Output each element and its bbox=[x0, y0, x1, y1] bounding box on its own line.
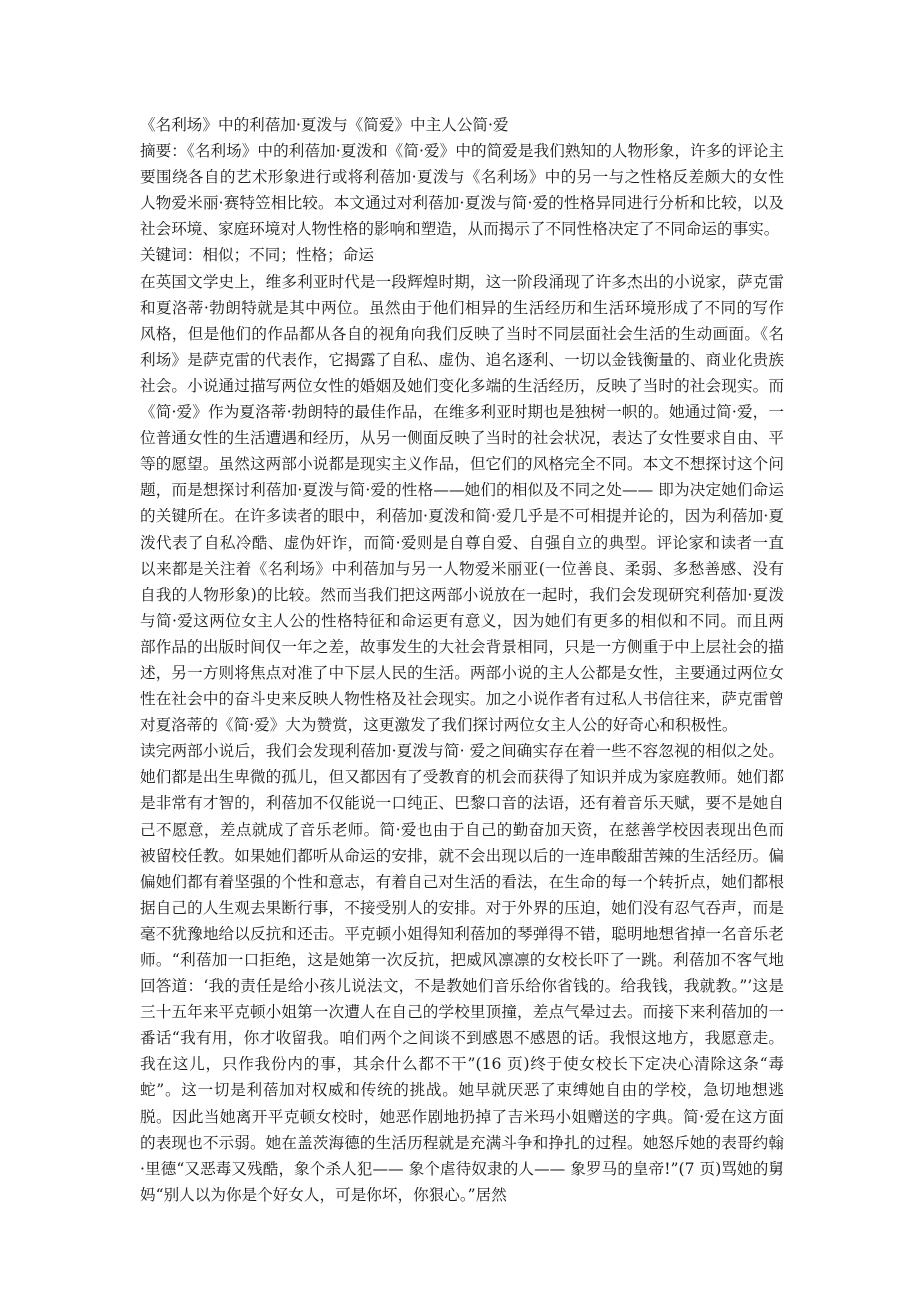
keywords-text: 相似；不同；性格；命运 bbox=[202, 246, 374, 265]
document-title: 《名利场》中的利蓓加·夏泼与《简爱》中主人公简·爱 bbox=[140, 116, 509, 134]
keywords-line bbox=[140, 242, 784, 268]
body-paragraph-1: 在英国文学史上，维多利亚时代是一段辉煌时期，这一阶段涌现了许多杰出的小说家，萨克雷和夏洛蒂·勃朗特就是其中两位。虽然由于他们相异的生活经历和生活环境形成了不同的写作风格，但是他们的作品都从各自的视角向我们反映了当时不同层面社会生活的生动画面。《名利场》是萨克雷的代表作，它揭露了自私、虚伪、追名逐利、一切以金钱衡量的、商业化贵族社会。小说通过描写两位女性的婚姻及她们变化多端的生活经历，反映了当时的社会现实。而《简·爱》作为夏洛蒂·勃朗特的最佳作品，在维多利亚时期也是独树一帜的。她通过简·爱，一位普通女性的生活遭遇和经历，从另一侧面反映了当时的社会状况，表达了女性要求自由、平等的愿望。虽然这两部小说都是现实主义作品，但它们的风格完全不同。本文不想探讨这个问题，而是想探讨利蓓加·夏泼与简·爱的性格——她们的相似及不同之处—— 即为决定她们命运的关键所在。在许多读者的眼中，利蓓加·夏泼和简·爱几乎是不可相提并论的，因为利蓓加·夏泼代表了自私冷酷、虚伪奸诈，而简·爱则是自尊自爱、自强自立的典型。评论家和读者一直以来都是关注着《名利场》中利蓓加与另一人物爱米丽亚(一位善良、柔弱、多愁善感、没有自我的人物形象)的比较。然而当我们把这两部小说放在一起时，我们会发现研究利蓓加·夏泼与简·爱这两位女主人公的性格特征和命运更有意义，因为她们有更多的相似和不同。而且两部作品的出版时间仅一年之差，故事发生的大社会背景相同，只是一方侧重于中上层社会的描述，另一方则将焦点对准了中下层人民的生活。两部小说的主人公都是女性，主要通过两位女性在社会中的奋斗史来反映人物性格及社会现实。加之小说作者有过私人书信往来，萨克雷曾对夏洛蒂的《简·爱》大为赞赏，这更激发了我们探讨两位女主人公的好奇心和积极性。 bbox=[140, 272, 784, 735]
body-paragraph-2: 读完两部小说后，我们会发现利蓓加·夏泼与简· 爱之间确实存在着一些不容忽视的相似之处。她们都是出生卑微的孤儿，但又都因有了受教育的机会而获得了知识并成为家庭教师。她们都是非常有才智的，利蓓加不仅能说一口纯正、巴黎口音的法语，还有着音乐天赋，要不是她自己不愿意，差点就成了音乐老师。简·爱也由于自己的勤奋加天资，在慈善学校因表现出色而被留校任教。如果她们都听从命运的安排，就不会出现以后的一连串酸甜苦辣的生活经历。偏偏她们都有着坚强的个性和意志，有着自己对生活的看法，在生命的每一个转折点，她们都根据自己的人生观去果断行事，不接受别人的安排。对于外界的压迫，她们没有忍气吞声，而是毫不犹豫地给以反抗和还击。平克顿小姐得知利蓓加的琴弹得不错，聪明地想省掉一名音乐老师。“利蓓加一口拒绝，这是她第一次反抗，把威风凛凛的女校长吓了一跳。利蓓加不客气地回答道：‘我的责任是给小孩儿说法文，不是教她们音乐给你省钱的。给我钱，我就教。”’这是三十五年来平克顿小姐第一次遭人在自己的学校里顶撞，差点气晕过去。而接下来利蓓加的一番话“我有用，你才收留我。咱们两个之间谈不到感恩不感恩的话。我恨这地方，我愿意走。我在这儿，只作我份内的事，其余什么都不干”(16 页)终于使女校长下定决心清除这条“毒蛇”。这一切是利蓓加对权威和传统的挑战。她早就厌恶了束缚她自由的学校，急切地想逃脱。因此当她离开平克顿女校时，她恶作剧地扔掉了吉米玛小姐赠送的字典。简·爱在这方面的表现也不示弱。她在盖茨海德的生活历程就是充满斗争和挣扎的过程。她怒斥她的表哥约翰·里德“又恶毒又残酷，象个杀人犯—— 象个虐待奴隶的人—— 象罗马的皇帝!”(7 页)骂她的舅妈“别人以为你是个好女人，可是你坏，你狠心。”居然 bbox=[140, 742, 784, 1204]
keywords-label: 关键词： bbox=[140, 246, 203, 265]
abstract-label: 摘要： bbox=[140, 142, 187, 161]
document-page bbox=[140, 112, 784, 1208]
abstract-text: 《名利场》中的利蓓加·夏泼和《简·爱》中的简爱是我们熟知的人物形象，许多的评论主要围绕各自的艺术形象进行或将利蓓加·夏泼与《名利场》中的另一与之性格反差颇大的女性人物爱米丽·赛特笠相比较。本文通过对利蓓加·夏泼与简·爱的性格异同进行分析和比较，以及社会环境、家庭环境对人物性格的影响和塑造，从而揭示了不同性格决定了不同命运的事实。 bbox=[140, 142, 784, 239]
abstract-paragraph bbox=[140, 138, 784, 242]
